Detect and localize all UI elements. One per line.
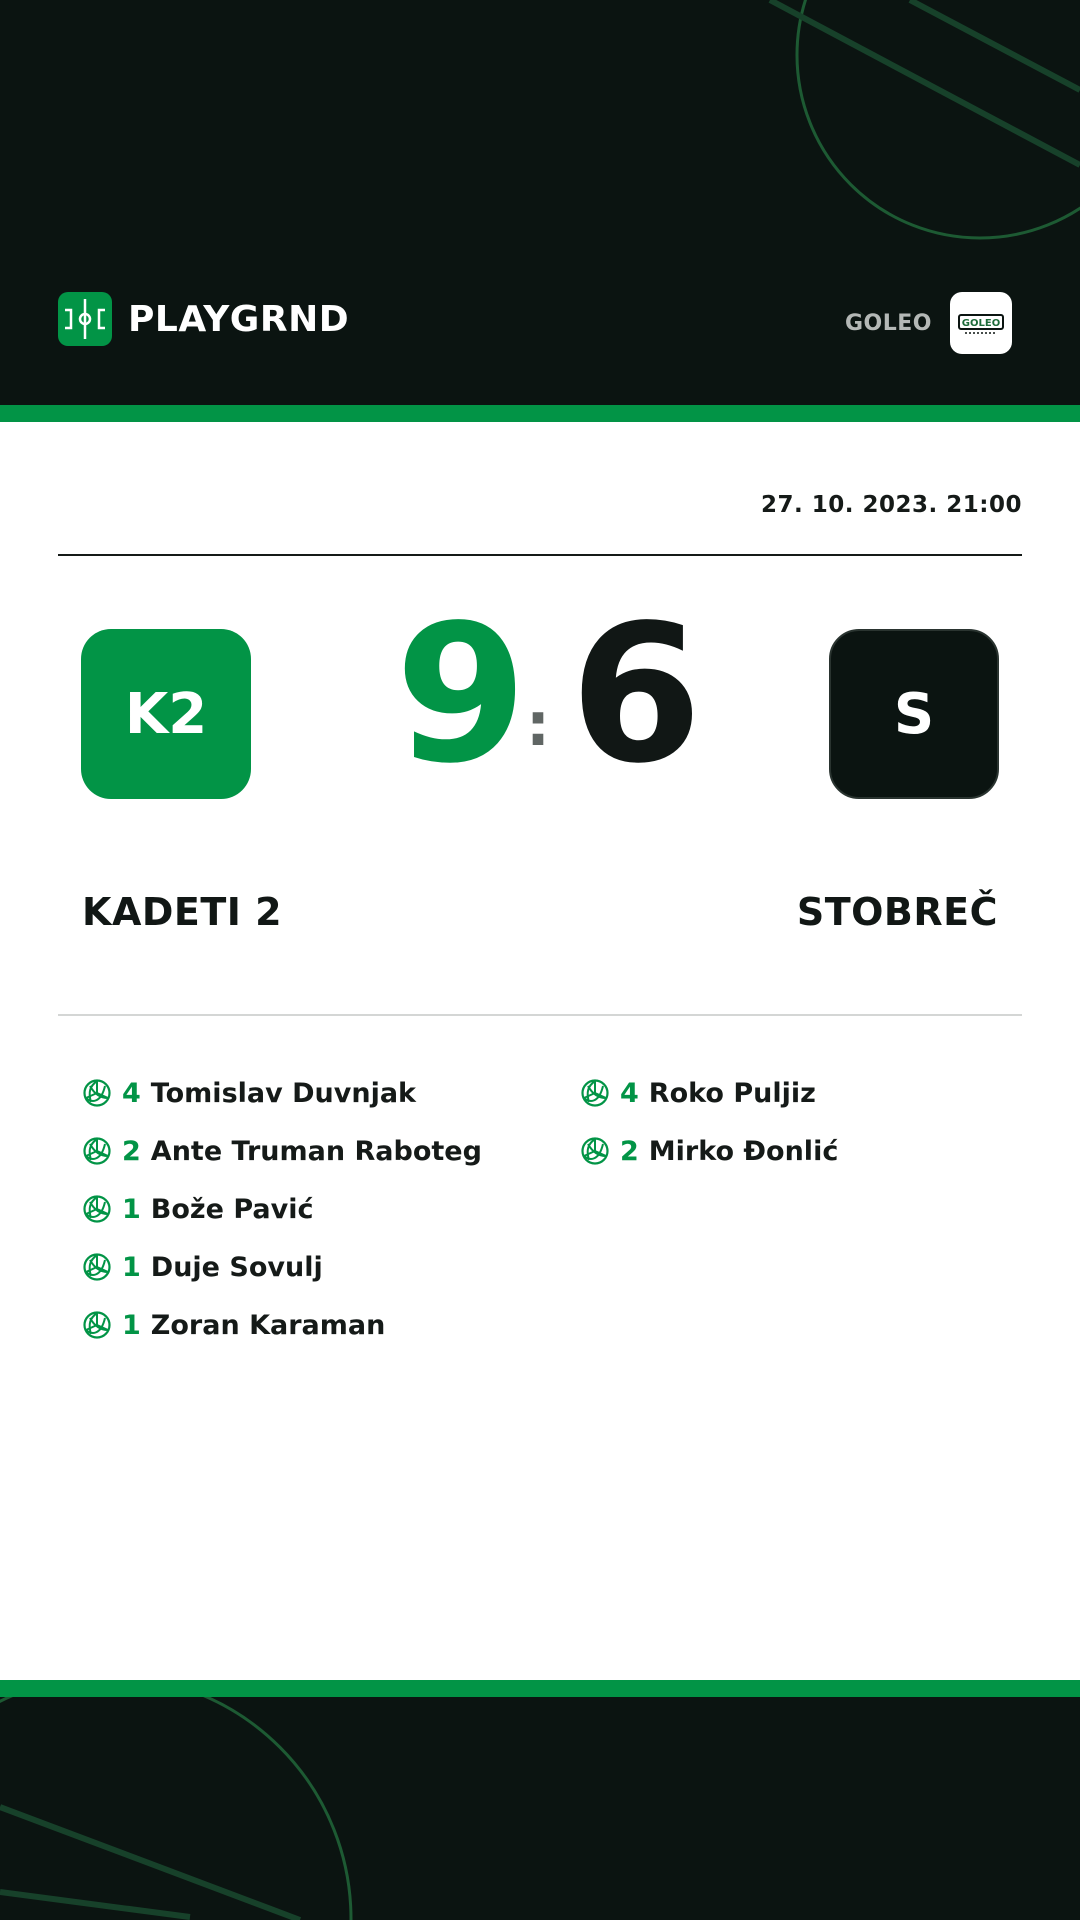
away-team-name: STOBREČ xyxy=(796,890,998,934)
away-team-badge: S xyxy=(829,629,999,799)
scorer-name: Roko Puljiz xyxy=(648,1077,816,1109)
volleyball-icon xyxy=(82,1136,112,1166)
volleyball-icon xyxy=(580,1078,610,1108)
scorer-name: Bože Pavić xyxy=(150,1193,314,1225)
scorer-goals: 4 xyxy=(620,1077,639,1109)
volleyball-icon xyxy=(82,1310,112,1340)
volleyball-icon xyxy=(82,1078,112,1108)
scorer-item xyxy=(82,1064,482,1122)
accent-bar-bottom xyxy=(0,1680,1080,1697)
volleyball-icon xyxy=(82,1252,112,1282)
scorer-goals: 2 xyxy=(620,1135,639,1167)
scorer-item xyxy=(580,1122,838,1180)
home-team-badge: K2 xyxy=(81,629,251,799)
scorer-goals: 1 xyxy=(122,1309,141,1341)
partner-logo xyxy=(950,292,1012,354)
scorer-item xyxy=(580,1064,838,1122)
partner xyxy=(845,292,1012,354)
soccer-field-icon xyxy=(58,292,112,346)
match-datetime: 27. 10. 2023. 21:00 xyxy=(761,492,1022,518)
brand-name: PLAYGRND xyxy=(128,298,350,340)
away-score: 6 xyxy=(570,584,703,805)
scorer-goals: 4 xyxy=(122,1077,141,1109)
scorer-name: Duje Sovulj xyxy=(150,1251,323,1283)
scorer-name: Tomislav Duvnjak xyxy=(150,1077,416,1109)
scorer-goals: 2 xyxy=(122,1135,141,1167)
partner-name: GOLEO xyxy=(844,310,932,336)
home-score: 9 xyxy=(395,584,528,805)
brand xyxy=(58,292,349,346)
scorer-name: Ante Truman Raboteg xyxy=(150,1135,482,1167)
divider xyxy=(58,554,1022,556)
home-team-name: KADETI 2 xyxy=(82,890,283,934)
volleyball-icon xyxy=(82,1194,112,1224)
footer xyxy=(0,1697,1080,1920)
home-scorers-list xyxy=(82,1064,482,1354)
header xyxy=(0,0,1080,405)
partner-logo-text: GOLEO xyxy=(961,318,1001,329)
divider xyxy=(58,1014,1022,1016)
scorer-goals: 1 xyxy=(122,1193,141,1225)
scorer-item xyxy=(82,1180,482,1238)
scorer-item xyxy=(82,1122,482,1180)
scorer-item xyxy=(82,1296,482,1354)
volleyball-icon xyxy=(580,1136,610,1166)
scorer-name: Mirko Đonlić xyxy=(648,1135,839,1167)
score-separator: : xyxy=(526,690,550,760)
scorer-name: Zoran Karaman xyxy=(150,1309,386,1341)
away-scorers-list xyxy=(580,1064,838,1180)
pitch-lines-decoration xyxy=(0,1697,1080,1920)
scorer-item xyxy=(82,1238,482,1296)
accent-bar-top xyxy=(0,405,1080,422)
scorer-goals: 1 xyxy=(122,1251,141,1283)
